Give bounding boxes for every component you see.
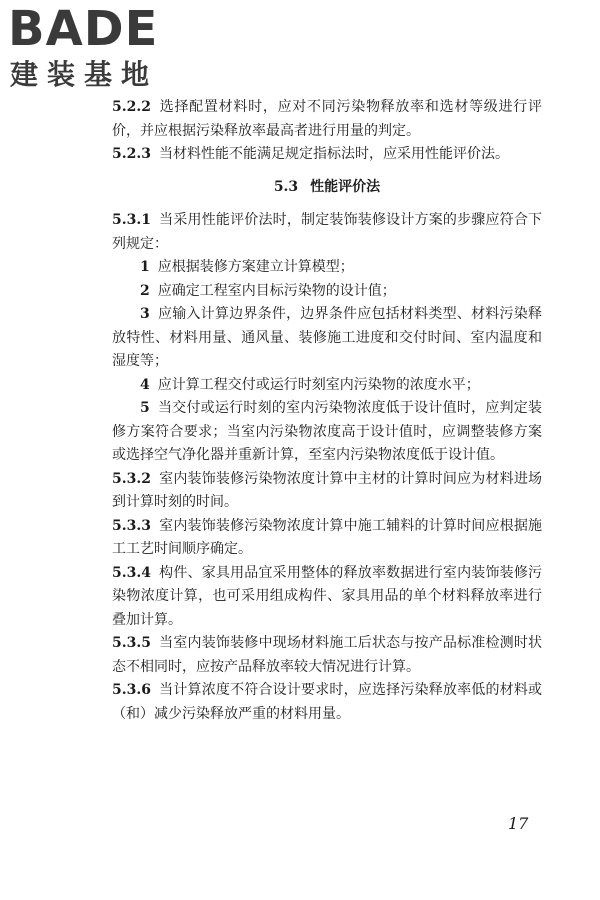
- clause-text: 室内装饰装修污染物浓度计算中施工辅料的计算时间应根据施工工艺时间顺序确定。: [112, 517, 542, 557]
- clause-number: 5.2.2: [112, 99, 151, 115]
- list-item: [112, 280, 542, 304]
- clause-5-3-3: [112, 515, 542, 562]
- clause-text: 室内装饰装修污染物浓度计算中主材的计算时间应为材料进场到计算时刻的时间。: [112, 470, 542, 510]
- clause-text: 当计算浓度不符合设计要求时，应选择污染释放率低的材料或（和）减少污染释放严重的材料用量。: [112, 682, 542, 722]
- list-item: [112, 397, 542, 468]
- clause-text: 构件、家具用品宜采用整体的释放率数据进行室内装饰装修污染物浓度计算，也可采用组成构件、家具用品的单个材料释放率进行叠加计算。: [112, 564, 542, 628]
- logo-subtitle: 建装基地: [10, 58, 159, 91]
- clause-5-3-5: [112, 632, 542, 679]
- clause-5-2-3: [112, 143, 542, 167]
- clause-number: 5.2.3: [112, 146, 151, 162]
- item-number: 1: [140, 259, 150, 275]
- clause-text: 选择配置材料时，应对不同污染物释放率和选材等级进行评价，并应根据污染释放率最高者进行用量的判定。: [112, 99, 542, 139]
- clause-5-2-2: [112, 96, 542, 143]
- item-text: 应输入计算边界条件，边界条件应包括材料类型、材料污染释放特性、材料用量、通风量、装修施工进度和交付时间、室内温度和湿度等；: [112, 306, 542, 369]
- list-item: [112, 303, 542, 374]
- document-body: [112, 96, 542, 726]
- logo-brand: BADE: [8, 1, 159, 57]
- clause-text: 当室内装饰装修中现场材料施工后状态与按产品标准检测时状态不相同时，应按产品释放率较大情况进行计算。: [112, 635, 542, 675]
- section-heading-5-3: [112, 176, 542, 200]
- clause-number: 5.3.6: [112, 682, 151, 698]
- section-title: 性能评价法: [310, 178, 381, 195]
- list-item: [112, 256, 542, 280]
- item-text: 应确定工程室内目标污染物的设计值；: [157, 282, 396, 299]
- item-number: 5: [140, 400, 150, 416]
- item-text: 应计算工程交付或运行时刻室内污染物的浓度水平；: [157, 376, 480, 393]
- clause-5-3-4: [112, 562, 542, 633]
- item-text: 应根据装修方案建立计算模型；: [157, 259, 354, 275]
- clause-number: 5.3.5: [112, 635, 151, 651]
- list-item: [112, 374, 542, 398]
- clause-number: 5.3.2: [112, 470, 151, 487]
- clause-5-3-6: [112, 679, 542, 726]
- item-number: 4: [140, 376, 150, 393]
- section-number: 5.3: [273, 178, 299, 195]
- bade-logo: [8, 1, 178, 94]
- clause-number: 5.3.4: [112, 564, 151, 581]
- clause-number: 5.3.1: [112, 212, 151, 228]
- item-text: 当交付或运行时刻的室内污染物浓度低于设计值时，应判定装修方案符合要求；当室内污染物浓度高于设计值时，应调整装修方案或选择空气净化器并重新计算，至室内污染物浓度低于设计值。: [112, 400, 542, 463]
- clause-5-3-2: [112, 468, 542, 515]
- clause-text: 当采用性能评价法时，制定装饰装修设计方案的步骤应符合下列规定：: [112, 212, 542, 252]
- item-number: 3: [140, 306, 150, 322]
- item-number: 2: [140, 282, 150, 299]
- page-number: 17: [508, 814, 529, 833]
- clause-number: 5.3.3: [112, 517, 151, 534]
- clause-text: 当材料性能不能满足规定指标法时，应采用性能评价法。: [158, 146, 509, 162]
- clause-5-3-1: [112, 209, 542, 256]
